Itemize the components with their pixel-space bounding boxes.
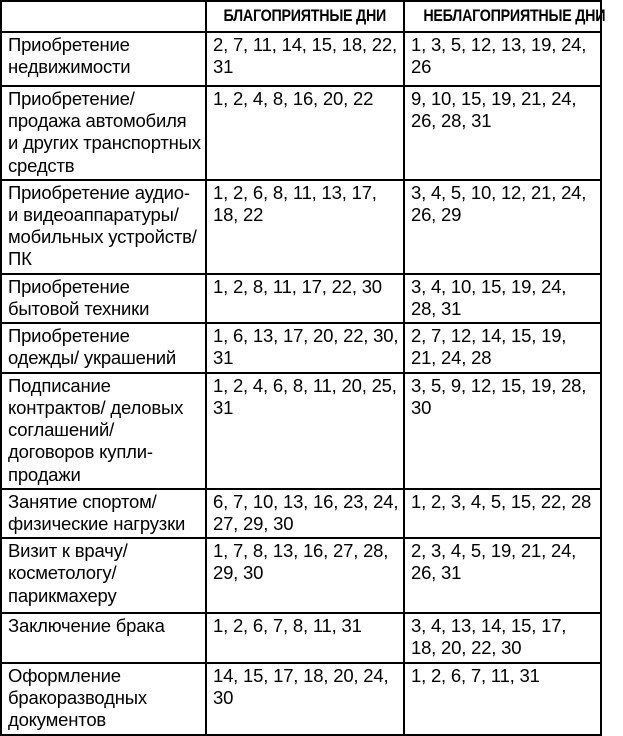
unfavorable-days-cell: 9, 10, 15, 19, 21, 24, 26, 28, 31 (404, 86, 601, 180)
favorable-days-header-label: БЛАГОПРИЯТНЫЕ ДНИ (223, 6, 387, 26)
table-header-row (1, 1, 606, 32)
activity-cell: Приобретение одежды/ украшений (1, 323, 206, 373)
corner-cell (1, 1, 206, 32)
unfavorable-days-cell: 2, 3, 4, 5, 19, 21, 24, 26, 31 (404, 538, 601, 613)
table-row (1, 32, 601, 86)
unfavorable-days-cell: 3, 5, 9, 12, 15, 19, 28, 30 (404, 373, 601, 489)
unfavorable-days-cell: 3, 4, 5, 10, 12, 21, 24, 26, 29 (404, 180, 601, 274)
table-row (1, 180, 601, 274)
unfavorable-days-cell: 3, 4, 10, 15, 19, 24, 28, 31 (404, 274, 601, 323)
activity-cell: Занятие спортом/ физические нагрузки (1, 489, 206, 538)
table-row (1, 373, 601, 489)
table-row (1, 86, 601, 180)
unfavorable-days-header (404, 1, 606, 32)
unfavorable-days-cell: 1, 2, 3, 4, 5, 15, 22, 28 (404, 489, 601, 538)
favorable-days-cell: 1, 7, 8, 13, 16, 27, 28, 29, 30 (206, 538, 404, 613)
activity-cell: Приобретение/продажа автомобиля и других транспортных средств (1, 86, 206, 180)
unfavorable-days-cell: 1, 3, 5, 12, 13, 19, 24, 26 (404, 32, 601, 86)
favorable-days-cell: 1, 2, 8, 11, 17, 22, 30 (206, 274, 404, 323)
favorable-days-cell: 1, 2, 4, 8, 16, 20, 22 (206, 86, 404, 180)
activity-cell: Приобретение недвижимости (1, 32, 206, 86)
favorable-days-cell: 1, 2, 6, 8, 11, 13, 17, 18, 22 (206, 180, 404, 274)
table-row (1, 663, 601, 735)
favorable-days-cell: 1, 2, 6, 7, 8, 11, 31 (206, 613, 404, 662)
unfavorable-days-cell: 2, 7, 12, 14, 15, 19, 21, 24, 28 (404, 323, 601, 373)
favorable-days-cell: 6, 7, 10, 13, 16, 23, 24, 27, 29, 30 (206, 489, 404, 538)
activity-cell: Приобретение бытовой техники (1, 274, 206, 323)
unfavorable-days-cell: 1, 2, 6, 7, 11, 31 (404, 663, 601, 735)
favorable-days-cell: 14, 15, 17, 18, 20, 24, 30 (206, 663, 404, 735)
unfavorable-days-cell: 3, 4, 13, 14, 15, 17, 18, 20, 22, 30 (404, 613, 601, 662)
table-row (1, 489, 601, 538)
activity-cell: Визит к врачу/ косметологу/ парикмахеру (1, 538, 206, 613)
activity-cell: Оформление бракоразводных документов (1, 663, 206, 735)
unfavorable-days-header-label: НЕБЛАГОПРИЯТНЫЕ ДНИ (423, 6, 606, 26)
favorable-days-cell: 1, 2, 4, 6, 8, 11, 20, 25, 31 (206, 373, 404, 489)
activity-cell: Заключение брака (1, 613, 206, 662)
activity-cell: Подписание контрактов/ деловых соглашений/ договоров купли-продажи (1, 373, 206, 489)
favorable-days-header (206, 1, 404, 32)
table-row (1, 274, 601, 323)
favorable-days-cell: 2, 7, 11, 14, 15, 18, 22, 31 (206, 32, 404, 86)
table-row (1, 323, 601, 373)
favorable-days-cell: 1, 6, 13, 17, 20, 22, 30, 31 (206, 323, 404, 373)
activity-cell: Приобретение аудио- и видеоаппаратуры/ мобильных устройств/ ПК (1, 180, 206, 274)
table-row (1, 613, 601, 662)
table-row (1, 538, 601, 613)
